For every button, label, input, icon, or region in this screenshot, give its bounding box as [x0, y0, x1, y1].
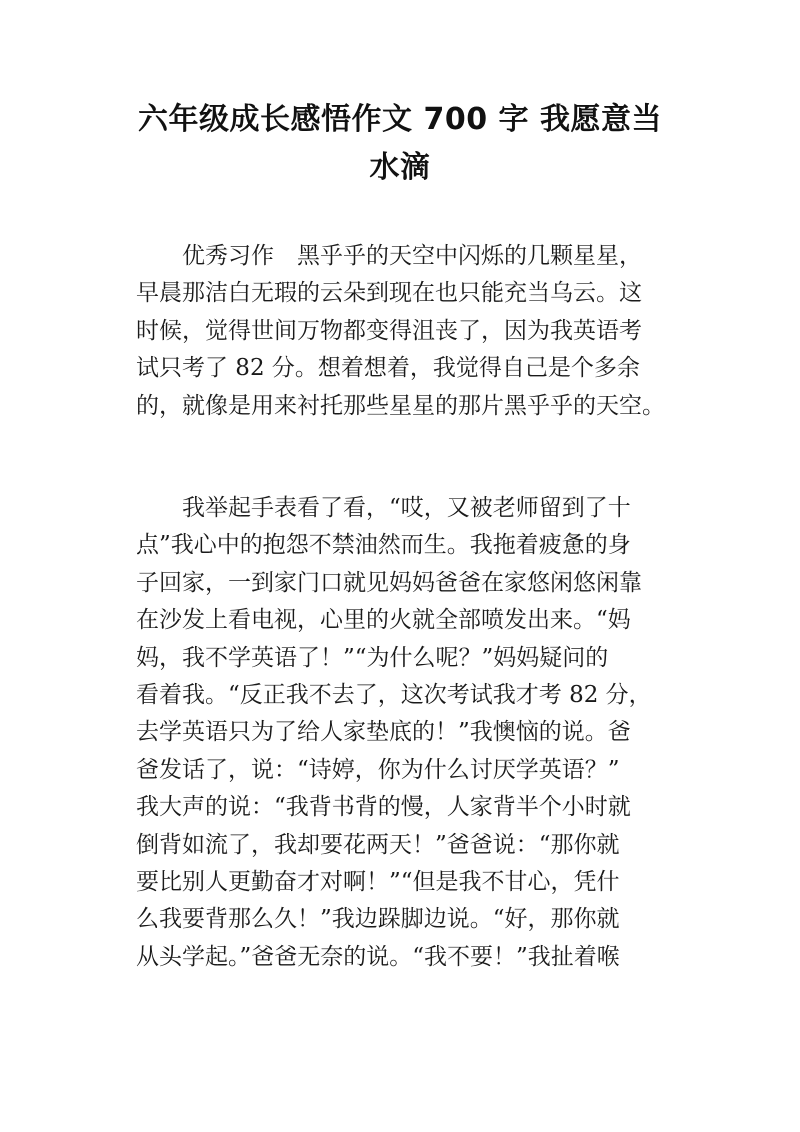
paragraph-line: 点”我心中的抱怨不禁油然而生。我拖着疲惫的身 [136, 532, 631, 559]
paragraph-line: 倒背如流了，我却要花两天！”爸爸说：“那你就 [136, 831, 620, 858]
paragraph-line: 早晨那洁白无瑕的云朵到现在也只能充当乌云。这 [136, 280, 642, 307]
paragraph-line: 看着我。“反正我不去了，这次考试我才考 82 分， [136, 681, 652, 708]
paragraph-line: 我举起手表看了看，“哎，又被老师留到了十 [182, 495, 631, 521]
paragraph-2 [136, 490, 652, 976]
paragraph-1 [136, 238, 665, 425]
paragraph-line: 时候，觉得世间万物都变得沮丧了，因为我英语考 [136, 317, 642, 344]
paragraph-line: 子回家，一到家门口就见妈妈爸爸在家悠闲悠闲靠 [136, 569, 642, 596]
paragraph-line: 优秀习作 黑乎乎的天空中闪烁的几颗星星， [182, 243, 642, 269]
paragraph-line: 妈，我不学英语了！”“为什么呢？”妈妈疑问的 [136, 644, 609, 671]
paragraph-line: 要比别人更勤奋才对啊！”“但是我不甘心，凭什 [136, 868, 620, 895]
paragraph-line: 么我要背那么久！”我边跺脚边说。“好，那你就 [136, 906, 620, 933]
title-line: 水滴 [369, 150, 431, 185]
paragraph-line: 从头学起。”爸爸无奈的说。“我不要！”我扯着喉 [136, 943, 620, 970]
paragraph-line: 去学英语只为了给人家垫底的！”我懊恼的说。爸 [136, 719, 631, 746]
title-line: 六年级成长感悟作文 700 字 我愿意当 [138, 102, 662, 137]
paragraph-line: 在沙发上看电视，心里的火就全部喷发出来。“妈 [136, 607, 631, 634]
paragraph-line: 的，就像是用来衬托那些星星的那片黑乎乎的天空。 [136, 392, 665, 419]
paragraph-line: 试只考了 82 分。想着想着，我觉得自己是个多余 [136, 355, 640, 382]
paragraph-line: 爸发话了，说：“诗婷，你为什么讨厌学英语？” [136, 756, 620, 783]
document-title [100, 96, 700, 192]
paragraph-line: 我大声的说：“我背书背的慢，人家背半个小时就 [136, 794, 631, 821]
